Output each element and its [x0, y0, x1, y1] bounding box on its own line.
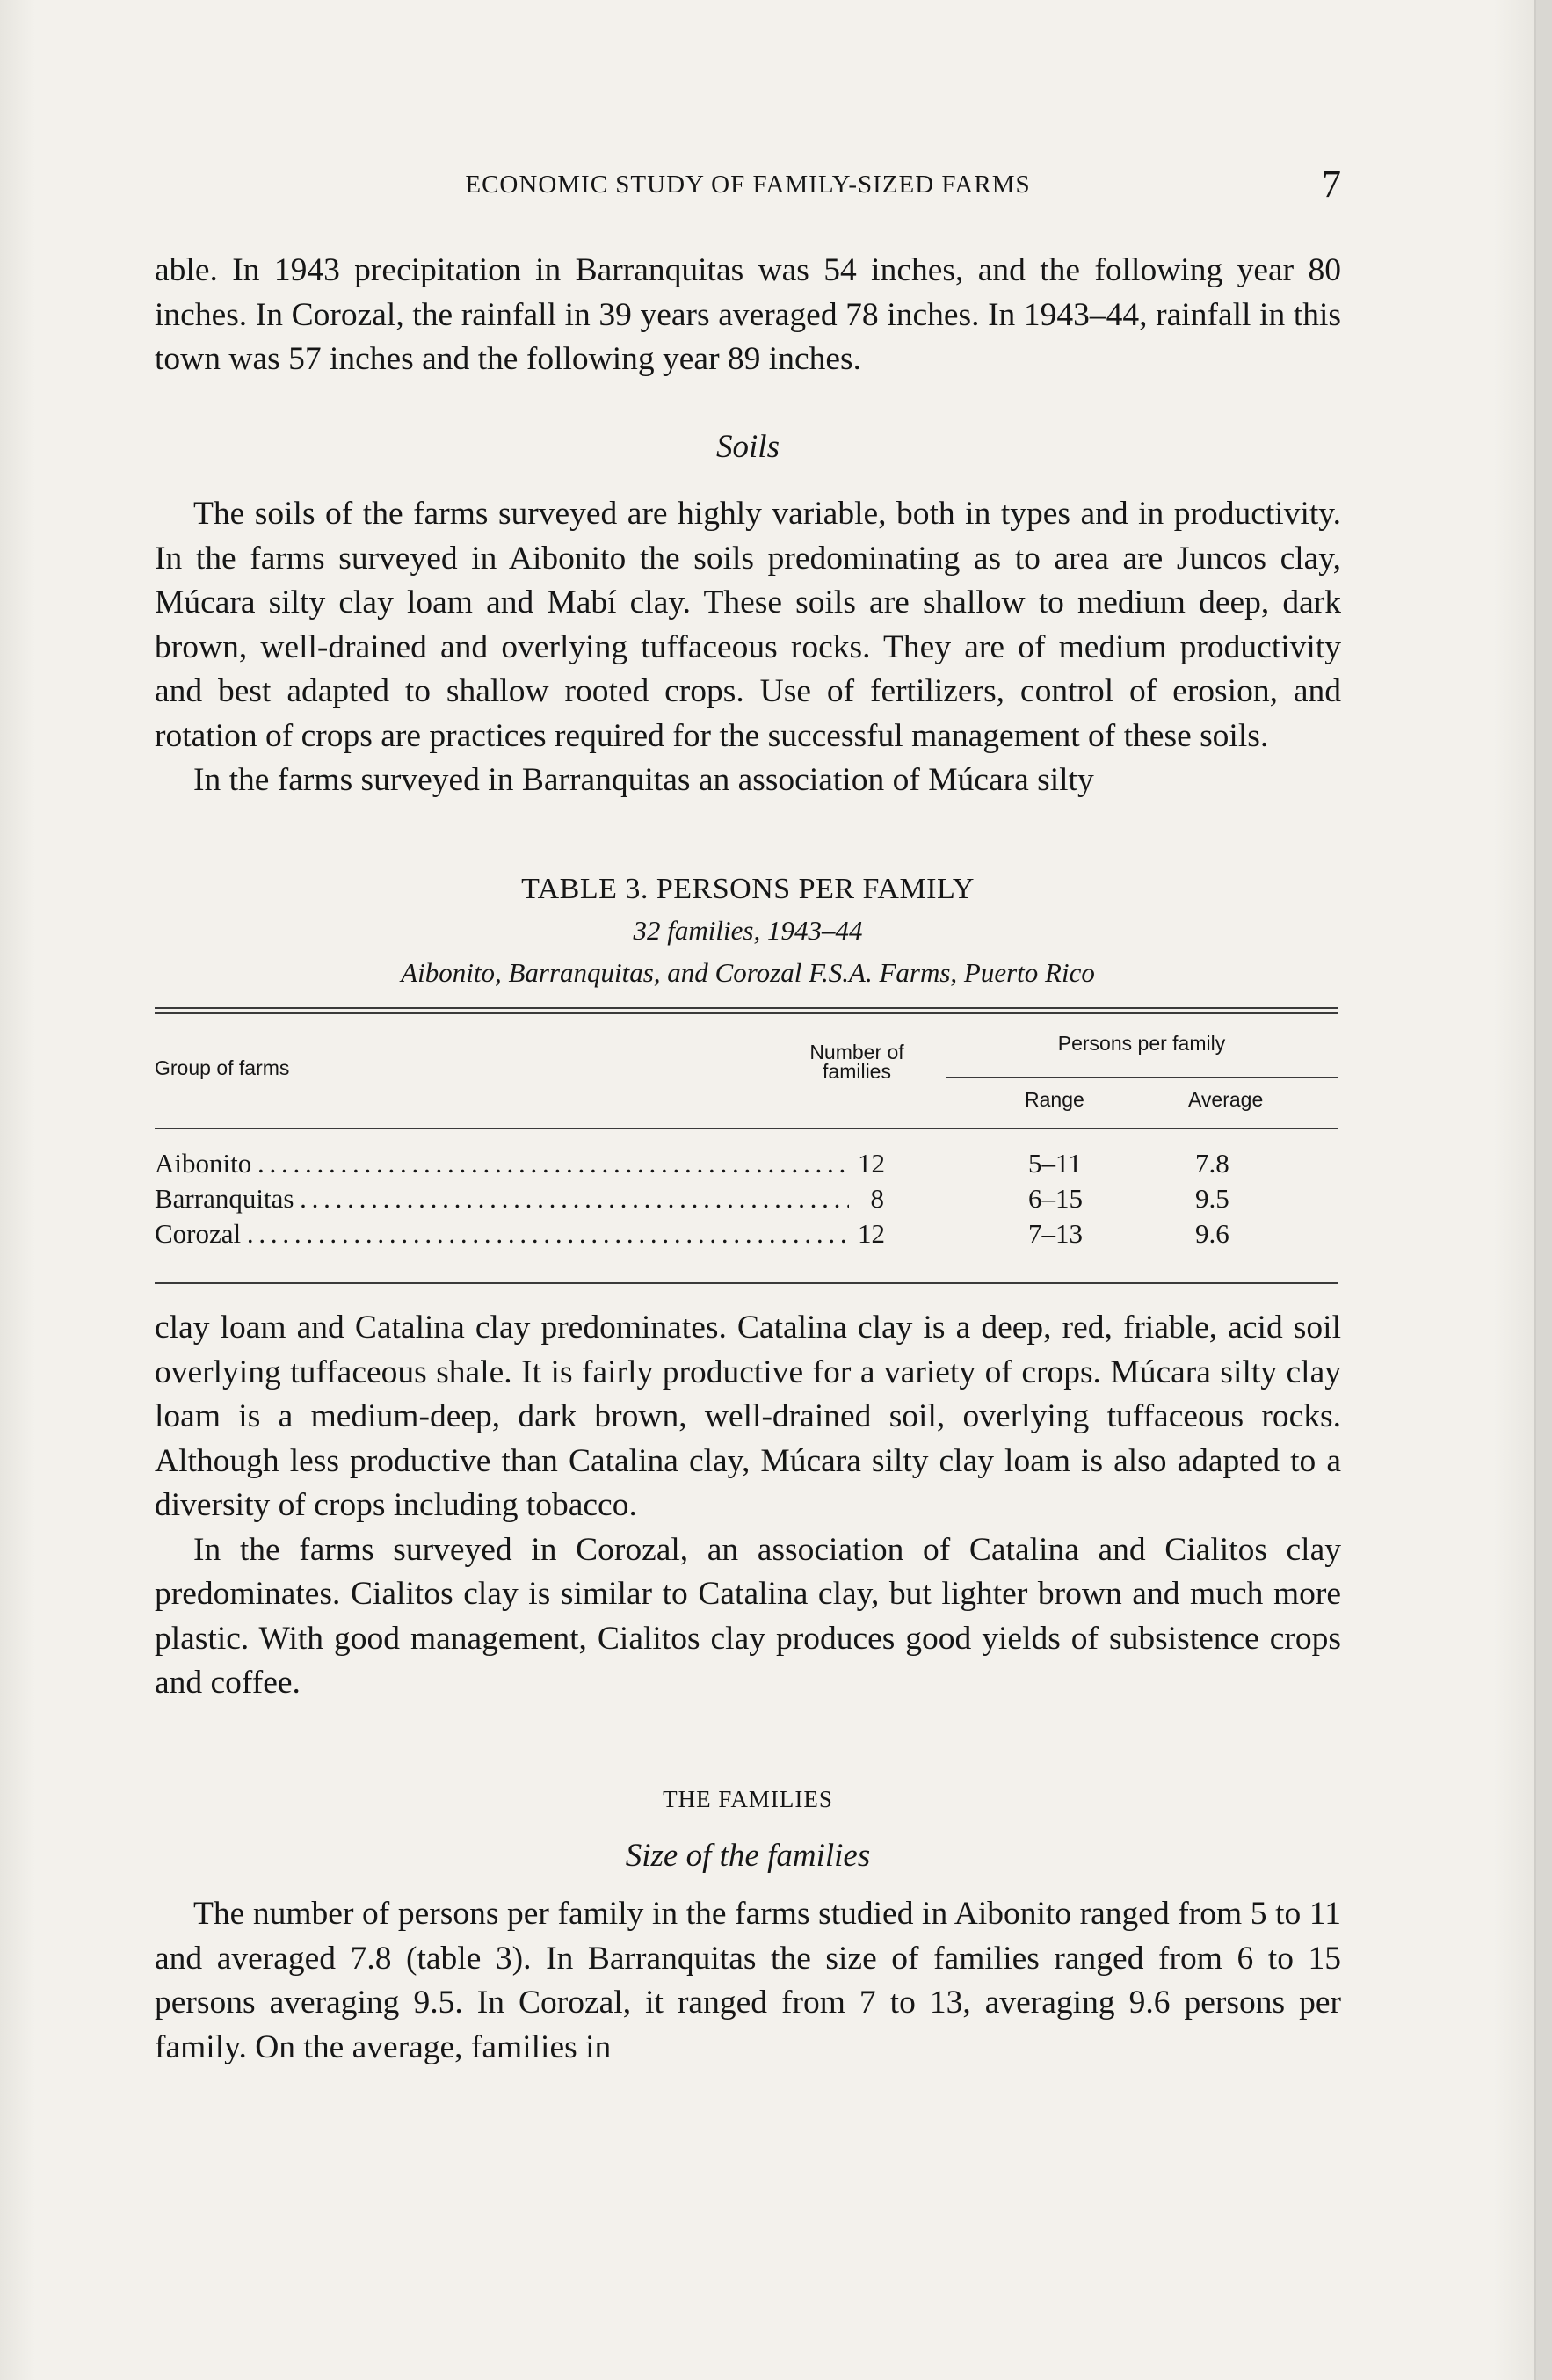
paragraph-soils-continued: [155, 1306, 1341, 1706]
row-average: 9.6: [1195, 1218, 1229, 1249]
paragraph-family-size: [155, 1892, 1341, 2070]
table-rule: [155, 1282, 1338, 1284]
paragraph-rainfall: [155, 249, 1341, 382]
column-header-number: [791, 1042, 923, 1081]
column-header-group: Group of farms: [155, 1056, 290, 1079]
table-subtitle: 32 families, 1943–44: [633, 915, 863, 946]
column-header-average: Average: [1188, 1088, 1264, 1111]
table-rule: [946, 1077, 1338, 1078]
running-title: ECONOMIC STUDY OF FAMILY-SIZED FARMS: [465, 171, 1031, 199]
table-row: [155, 1148, 1341, 1183]
table-row: [155, 1218, 1341, 1253]
row-range: 6–15: [1028, 1183, 1083, 1214]
row-number: 12: [858, 1218, 885, 1249]
page-number: 7: [1322, 163, 1341, 206]
paragraph-soils: [155, 492, 1341, 803]
paragraph-text: clay loam and Catalina clay predominates. Catalina clay is a deep, red, friable, acid soil overlying tuffaceous shale. It is fairly productive for a variety of crops. Múcara silty clay loam is a medium-deep, dark brown, well-drained soil, overlying tuffaceous rocks. Although less productive than Catalina clay, Múcara silty clay loam is also adapted to a diversity of crops including tobacco.: [155, 1310, 1341, 1523]
row-range: 7–13: [1028, 1218, 1083, 1249]
column-header-range: Range: [1025, 1088, 1084, 1111]
row-group: Aibonito . . .: [155, 1148, 849, 1179]
table-title: TABLE 3. PERSONS PER FAMILY: [521, 873, 975, 905]
table-rule: [155, 1012, 1338, 1014]
section-heading-families: THE FAMILIES: [663, 1786, 833, 1812]
row-average: 9.5: [1195, 1183, 1229, 1214]
paragraph-text: In the farms surveyed in Corozal, an association of Catalina and Cialitos clay predominates. Cialitos clay is similar to Catalina clay, but lighter brown and much more plastic. With good management, Cialitos clay produces good yields of subsistence crops and coffee.: [155, 1531, 1341, 1701]
subsection-heading-size: Size of the families: [625, 1838, 871, 1874]
running-head: [155, 163, 1341, 211]
column-header-persons: Persons per family: [1057, 1032, 1226, 1055]
header-line: Number of: [809, 1041, 904, 1063]
table-row: [155, 1183, 1341, 1218]
paragraph-text: The number of persons per family in the farms studied in Aibonito ranged from 5 to 11 and averaged 7.8 (table 3). In Barranquitas the size of families ranged from 6 to 15 persons averaging 9.5. In Corozal, it ranged from 7 to 13, averaging 9.6 persons per family. On the average, families in: [155, 1896, 1341, 2065]
row-range: 5–11: [1028, 1148, 1082, 1179]
row-group: Barranquitas . . .: [155, 1183, 849, 1215]
paragraph-text: The soils of the farms surveyed are highly variable, both in types and in productivity. In the farms surveyed in Aibonito the soils predominating as to area are Juncos clay, Múcara silty clay loam and Mabí clay. These soils are shallow to medium deep, dark brown, well-drained and overlying tuffaceous rocks. They are of medium productivity and best adapted to shallow rooted crops. Use of fertilizers, control of erosion, and rotation of crops are practices required for the successful management of these soils.: [155, 496, 1341, 754]
page-edge: [1534, 0, 1552, 2380]
row-number: 8: [858, 1183, 884, 1215]
row-number: 12: [858, 1148, 885, 1179]
table-rule: [155, 1007, 1338, 1009]
table-subtitle: Aibonito, Barranquitas, and Corozal F.S.A. Farms, Puerto Rico: [401, 957, 1095, 988]
row-group: Corozal . . .: [155, 1218, 849, 1250]
table-rule: [155, 1128, 1338, 1129]
section-heading-soils: Soils: [716, 429, 780, 465]
paragraph-text: able. In 1943 precipitation in Barranquitas was 54 inches, and the following year 80 inches. In Corozal, the rainfall in 39 years averaged 78 inches. In 1943–44, rainfall in this town was 57 inches and the following year 89 inches.: [155, 252, 1341, 377]
header-line: families: [823, 1060, 891, 1083]
paragraph-text: In the farms surveyed in Barranquitas an association of Múcara silty: [193, 762, 1094, 798]
row-average: 7.8: [1195, 1148, 1229, 1179]
